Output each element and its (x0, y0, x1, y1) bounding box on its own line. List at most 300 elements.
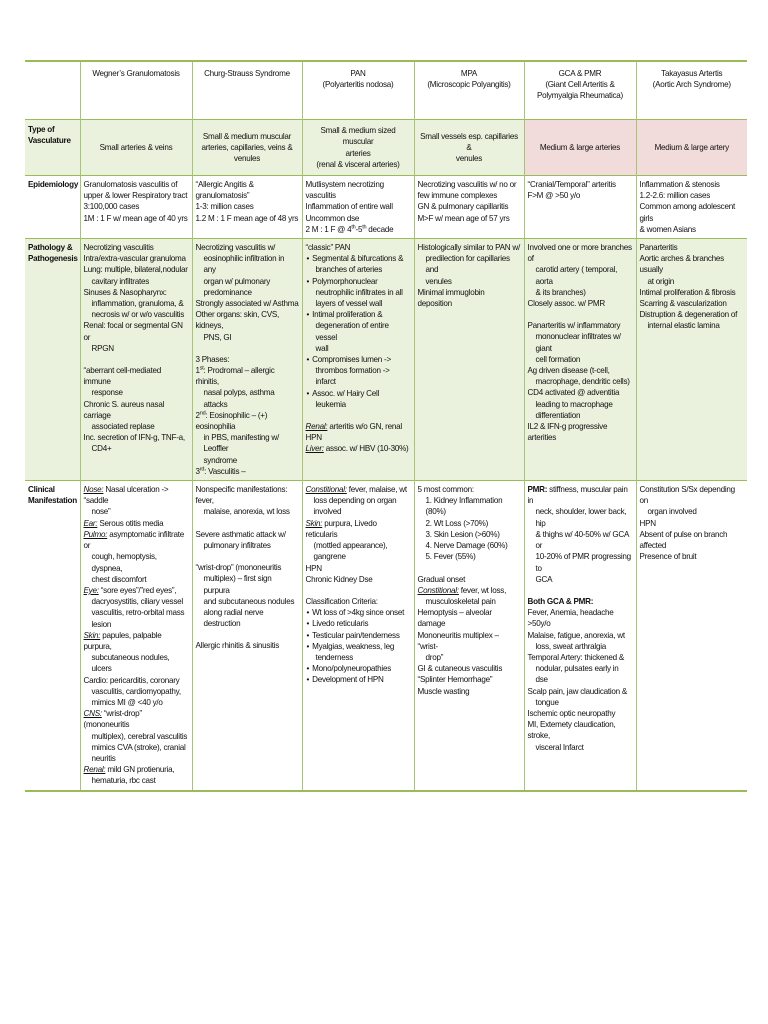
text-line (306, 495, 411, 506)
text-line (84, 399, 189, 421)
phase-text: : Prodromal – allergic rhinitis, (195, 366, 275, 387)
text-line (196, 354, 299, 365)
text-line (640, 298, 745, 309)
text-line (528, 354, 633, 365)
text-line: & women Asians (639, 224, 696, 234)
line-text: “Splinter Hemorrhage” (417, 675, 493, 685)
bullet-icon: • (306, 664, 310, 674)
text-line (528, 697, 633, 708)
bullet-text: Segmental & bifurcations & (312, 254, 404, 264)
line-text: mild GN protienuria, (105, 765, 175, 775)
line-text: loss depending on organ (313, 496, 397, 506)
epidemiology-pan-ratio (306, 224, 411, 235)
clinical-wegeners (80, 481, 192, 791)
pan-clinical-bullets (306, 607, 411, 685)
text-line (306, 551, 411, 562)
pan-liver (306, 443, 411, 454)
text-line (196, 332, 299, 343)
text-line (196, 607, 299, 629)
line-text: associated replase (91, 422, 155, 432)
bullet-item (306, 309, 411, 354)
line-text: MI, Extemety claudication, stroke, (527, 720, 616, 741)
line-text: Intimal proliferation & fibrosis (639, 287, 736, 297)
line-text: visceral Infarct (535, 742, 584, 752)
line-text: Distruption & degeneration of (639, 310, 738, 320)
text-line (84, 264, 189, 275)
line-text: vasculitis, cardiomyopathy, (91, 686, 181, 696)
header-churg-strauss-text: Churg-Strauss Syndrome (204, 69, 290, 78)
bullet-icon: • (306, 276, 310, 286)
text-line (84, 775, 189, 786)
text-line (196, 506, 299, 517)
line-text: purpura, Livedo reticularis (305, 518, 377, 539)
text-line (640, 253, 745, 275)
text-line (528, 551, 633, 573)
line-text: Closely assoc. w/ PMR (527, 299, 606, 309)
spacer (418, 563, 521, 574)
row-pathology (25, 239, 747, 481)
text-line (528, 574, 633, 585)
phase-line (196, 410, 299, 432)
line-text: vasculitis, retro-orbital mass (91, 608, 185, 618)
line-text: response (91, 388, 123, 398)
line-text: lesion (91, 619, 112, 629)
inline-label: Skin: (83, 630, 101, 640)
bullet-text: Myalgias, weakness, leg (312, 641, 395, 651)
spacer (196, 629, 299, 640)
line-text: Necrotizing vasculitis w/ (195, 243, 276, 253)
text-line: 1.2 M : 1 F mean age of 48 yrs (195, 213, 299, 223)
line-text: RPGN (91, 343, 114, 353)
phase-sup: nd (199, 410, 206, 417)
text-line (306, 506, 411, 517)
text-line (418, 686, 521, 697)
line-text: CD4+ (91, 444, 112, 454)
pan-classic: “classic” PAN (305, 243, 351, 253)
line-text: Scarring & vascularization (639, 299, 727, 309)
bullet-icon: • (306, 619, 310, 629)
phase-continuation: nasal polyps, asthma attacks (203, 388, 275, 409)
bullet-icon: • (306, 608, 310, 618)
line-text: fever, wt loss, (458, 585, 507, 595)
row-label-vasculature-text: Type of Vasculature (28, 125, 71, 146)
phase-line (196, 466, 299, 477)
numbered-item: 2. Wt Loss (>70%) (425, 518, 489, 528)
line-text: differentiation (535, 410, 581, 420)
text-line (196, 298, 299, 309)
text-line (528, 719, 633, 741)
bullet-line (306, 663, 411, 674)
text-line (418, 663, 521, 674)
vasculature-pan (302, 120, 414, 176)
clinical-churg-strauss (192, 481, 302, 791)
row-clinical (25, 481, 747, 791)
bullet-text: Livedo reticularis (312, 619, 369, 629)
line-text: dacryosystitis, ciliary vessel (91, 597, 183, 607)
text-line (528, 331, 633, 353)
header-wegeners (80, 61, 192, 120)
text-line: Uncommon dse (305, 213, 360, 223)
text-line: granulomatosis” (195, 191, 250, 201)
bullet-icon: • (306, 675, 310, 685)
text-line (528, 708, 633, 719)
vasculature-wegeners-text: Small arteries & veins (99, 142, 173, 152)
spacer (196, 343, 299, 354)
header-pan-text: PAN (Polyarteritis nodosa) (322, 69, 394, 90)
text-line (84, 387, 189, 398)
pan-ratio-post: decade (366, 224, 394, 234)
spacer (196, 518, 299, 529)
line-text: Serous otitis media (97, 518, 164, 528)
line-text: pulmonary infiltrates (203, 540, 271, 550)
text-line (640, 276, 745, 287)
line-text: GI & cutaneous vasculitis (417, 664, 503, 674)
text-line (528, 298, 633, 309)
text-line (84, 551, 189, 573)
line-text: (mottled appearance), (313, 541, 388, 551)
bullet-icon: • (306, 641, 310, 651)
header-row (25, 61, 747, 120)
text-line: GN & pulmonary capillaritis (417, 202, 509, 212)
bullet-line (306, 630, 411, 641)
text-line (640, 540, 745, 551)
text-line (640, 484, 745, 506)
text-line (528, 641, 633, 652)
bullet-line (306, 618, 411, 629)
line-text: Lung: multiple, bilateral,nodular (83, 265, 188, 275)
text-line (84, 276, 189, 287)
text-line (84, 287, 189, 298)
line-text: eosinophilic infiltration in any (203, 254, 285, 275)
bullet-icon: • (306, 388, 310, 398)
line-text: neck, shoulder, lower back, hip (535, 507, 627, 528)
numbered-item: 1. Kidney Inflammation (80%) (425, 496, 503, 517)
text-line (84, 607, 189, 618)
text-line (84, 619, 189, 630)
bullet-item (306, 674, 411, 685)
text-line: 3:100,000 cases (83, 202, 140, 212)
line-text: Muscle wasting (417, 686, 470, 696)
text-line (196, 562, 299, 573)
line-text: multiplex), cerebral vasculitis (91, 731, 188, 741)
text-line: Common among adolescent girls (639, 202, 735, 223)
epidemiology-churg-strauss (192, 176, 302, 239)
inline-label: Constitional: (417, 585, 459, 595)
text-line (196, 484, 299, 506)
mpa-intro: 5 most common: (417, 485, 474, 495)
phase-text: : Eosinophilic – (+) eosinophilia (195, 410, 268, 432)
text-line (84, 686, 189, 697)
line-text: PNS, GI (203, 332, 232, 342)
text-line (196, 540, 299, 551)
header-gca-pmr (524, 61, 636, 120)
text-line (84, 320, 189, 342)
line-text: Chronic Kidney Dse (305, 574, 373, 584)
header-takayasu-text: Takayasus Artertis (Aortic Arch Syndrome) (652, 69, 731, 90)
pathology-css-lines (196, 242, 299, 365)
line-text: malaise, anorexia, wt loss (203, 507, 290, 517)
line-text: Other organs: skin, CVS, kidneys, (195, 310, 280, 331)
line-text: Ag driven disease (t-cell, (527, 366, 610, 376)
line-text: “aberrant cell-mediated immune (83, 366, 161, 387)
line-text: Constitution S/Sx depending on (639, 485, 735, 506)
line-text: chest discomfort (91, 574, 147, 584)
line-text: Inc. secretion of IFN-g, TNF-a, (83, 433, 185, 443)
bullet-item (306, 354, 411, 388)
pan-ratio-pre: 2 M : 1 F @ 4 (305, 224, 352, 234)
row-label-pathology-text: Pathology & Pathogenesis (28, 243, 78, 264)
inline-bold-label: PMR: (527, 485, 548, 495)
bullet-text: Assoc. w/ Hairy Cell leukemia (312, 388, 380, 409)
header-pan (302, 61, 414, 120)
text-line (84, 484, 189, 506)
text-line (528, 663, 633, 685)
vasculature-churg-strauss-text: Small & medium muscular arteries, capillaries, veins & venules (201, 131, 293, 164)
text-line: 1-3: million cases (195, 202, 254, 212)
line-text: mimics CVA (stroke), cranial (91, 742, 186, 752)
bullet-icon: • (306, 630, 310, 640)
text-line (528, 506, 633, 528)
bullet-text: Intimal proliferation & (312, 310, 383, 320)
header-mpa-text: MPA (Microscopic Polyangitis) (427, 69, 511, 90)
line-text: necrosis w/ or w/o vasculitis (91, 310, 185, 320)
line-text: Absent of pulse on branch (639, 529, 728, 539)
bullet-line (306, 607, 411, 618)
text-line (306, 574, 411, 585)
text-line (196, 309, 299, 331)
line-text: IL2 & IFN-g progressive arterities (527, 422, 608, 443)
text-line (418, 607, 521, 629)
phase-continuation: in PBS, manifesting w/ Leoffler syndrome (203, 433, 279, 465)
numbered-item: 3. Skin Lesion (>60%) (425, 529, 500, 539)
text-line (84, 697, 189, 708)
mpa-path-4: Minimal immuglobin deposition (417, 287, 485, 309)
inline-label: Renal: (83, 765, 106, 775)
text-line (84, 506, 189, 517)
bullet-icon: • (306, 355, 310, 365)
line-text: Hemoptysis – alveolar damage (417, 608, 492, 629)
text-line (84, 652, 189, 674)
text-line (306, 540, 411, 551)
inline-label: Nose: (83, 485, 104, 495)
row-label-clinical-text: Clinical Manifestation (28, 485, 77, 506)
text-line (84, 596, 189, 607)
text-line: few immune complexes (417, 191, 498, 201)
spacer (306, 585, 411, 596)
text-line (196, 573, 299, 595)
line-text: Presence of bruit (639, 552, 697, 562)
pan-clinical-lines (306, 484, 411, 607)
vasculature-wegeners (80, 120, 192, 176)
spacer (196, 551, 299, 562)
text-line (418, 652, 521, 663)
row-label-pathology (25, 239, 80, 481)
text-line: upper & lower Respiratory tract (83, 191, 188, 201)
inline-bold-label: Both GCA & PMR: (527, 596, 594, 606)
pathology-gca-pmr (524, 239, 636, 481)
pan-pathology-bullets (306, 253, 411, 410)
line-text: HPN (305, 563, 322, 573)
line-text: Nonspecific manifestations: fever, (195, 485, 288, 506)
text-line (84, 529, 189, 551)
bullet-line (306, 652, 411, 663)
bullet-text: Compromises lumen -> (312, 355, 391, 365)
text-line: Necrotizing vasculitis w/ no or (417, 180, 517, 189)
mpa-path-1: Histologically similar to PAN w/ (417, 243, 520, 253)
text-line (84, 742, 189, 753)
text-line (84, 753, 189, 764)
line-text: neuritis (91, 753, 116, 763)
epidemiology-takayasu (636, 176, 747, 239)
bullet-line (306, 298, 411, 309)
text-line (196, 287, 299, 298)
bullet-item (306, 641, 411, 663)
line-text: subcutaneous nodules, ulcers (91, 653, 170, 674)
spacer (528, 585, 633, 596)
vasculature-mpa (414, 120, 524, 176)
header-takayasu (636, 61, 747, 120)
vasculature-pan-text: Small & medium sized muscular arteries (renal & visceral arteries) (316, 126, 400, 169)
phase-number: 3 (195, 466, 200, 476)
line-text: HPN (639, 518, 656, 528)
text-line (196, 640, 299, 651)
bullet-line (306, 287, 411, 298)
text-line (640, 309, 745, 320)
phase-sup: st (199, 365, 204, 372)
text-line (84, 443, 189, 454)
bullet-text: Wt loss of >4kg since onset (312, 608, 405, 618)
line-text: Allergic rhinitis & sinusitis (195, 641, 280, 651)
inline-label: CNS: (83, 709, 102, 719)
header-mpa (414, 61, 524, 120)
line-text: gangrene (313, 552, 346, 562)
line-text: cough, hemoptysis, dyspnea, (91, 552, 157, 573)
bullet-text: Mono/polyneuropathies (312, 664, 391, 674)
epidemiology-mpa (414, 176, 524, 239)
line-text: Mononeuritis multiplex – “wrist- (417, 630, 499, 651)
line-text: involved (313, 507, 342, 517)
header-blank (25, 61, 80, 120)
bullet-text: wall (315, 343, 329, 353)
row-label-clinical (25, 481, 80, 791)
text-line (528, 596, 633, 607)
text-line (528, 484, 633, 506)
line-text: Ischemic optic neuropathy (527, 708, 616, 718)
line-text: nose” (91, 507, 111, 517)
phase-line (196, 365, 299, 387)
text-line (528, 630, 633, 641)
bullet-item (306, 276, 411, 310)
text-line (84, 585, 189, 596)
text-line: “Allergic Angitis & (195, 180, 254, 189)
numbered-item: 5. Fever (55%) (425, 552, 476, 562)
line-text: musculoskeletal pain (425, 596, 496, 606)
text-line (306, 596, 411, 607)
header-churg-strauss (192, 61, 302, 120)
text-line (528, 742, 633, 753)
vasculature-gca-pmr-text: Medium & large arteries (539, 142, 621, 152)
line-text: macrophage, dendritic cells) (535, 377, 630, 387)
epidemiology-wegeners (80, 176, 192, 239)
pathology-wegeners (80, 239, 192, 481)
text-line (84, 309, 189, 320)
pathology-mpa (414, 239, 524, 481)
line-text: & its branches) (535, 287, 586, 297)
line-text: at origin (647, 276, 675, 286)
line-text: Renal: focal or segmental GN or (83, 321, 183, 342)
line-text: mimics MI @ <40 y/o (91, 697, 163, 707)
line-text: Panarteritis (639, 243, 678, 253)
text-line (528, 652, 633, 663)
bullet-text: degeneration of entire vessel (315, 321, 389, 342)
line-text: Nasal ulceration -> “saddle (83, 485, 169, 506)
bullet-line (306, 320, 411, 342)
vasculature-churg-strauss (192, 120, 302, 176)
mpa-path-2: predilection for capillaries and (425, 254, 510, 275)
text-line (196, 529, 299, 540)
bullet-icon: • (306, 310, 310, 320)
pan-renal (306, 421, 411, 443)
text-line (196, 276, 299, 287)
line-text: 10-20% of PMR progressing to (535, 552, 631, 573)
text-line: Inflammation & stenosis (639, 180, 720, 189)
spacer (528, 309, 633, 320)
clinical-gca-pmr (524, 481, 636, 791)
bullet-text: tenderness (315, 652, 354, 662)
text-line (418, 630, 521, 652)
text-line (640, 551, 745, 562)
text-line (84, 574, 189, 585)
text-line (528, 264, 633, 286)
row-vasculature (25, 120, 747, 176)
vasculitis-comparison-table (25, 60, 747, 792)
mpa-numbered (418, 495, 521, 562)
text-line (196, 253, 299, 275)
line-text: multiplex) – first sign purpura (203, 574, 272, 595)
line-text: stiffness, muscular pain in (527, 485, 628, 506)
text-line (528, 387, 633, 398)
line-text: 3 Phases: (195, 354, 230, 364)
inline-label: Skin: (305, 518, 323, 528)
line-text: Necrotizing vasculitis (83, 243, 154, 253)
text-line (84, 421, 189, 432)
text-line (84, 708, 189, 730)
header-gca-pmr-text: GCA & PMR (Giant Cell Arteritis & Polymyalgia Rheumatica) (536, 69, 624, 101)
text-line (418, 585, 521, 596)
line-text: internal elastic lamina (647, 321, 720, 331)
row-label-vasculature (25, 120, 80, 176)
line-text: Scalp pain, jaw claudication & (527, 686, 628, 696)
line-text: inflammation, granuloma, & (91, 299, 184, 309)
text-line (528, 399, 633, 410)
bullet-text: Testicular pain/tenderness (312, 630, 400, 640)
line-text: Involved one or more branches of (527, 243, 632, 264)
text-line (84, 253, 189, 264)
text-line (306, 563, 411, 574)
clinical-pan (302, 481, 414, 791)
bullet-line (306, 309, 411, 320)
bullet-text: thrombos formation -> infarct (315, 366, 390, 387)
pathology-pan (302, 239, 414, 481)
text-line (640, 518, 745, 529)
vasculature-mpa-text: Small vessels esp. capillaries & venules (420, 131, 518, 164)
line-text: fever, malaise, wt (346, 485, 407, 495)
line-text: mononuclear infiltrates w/ giant (535, 332, 621, 353)
bullet-item (306, 663, 411, 674)
bullet-line (306, 354, 411, 365)
line-text: predominance (203, 287, 252, 297)
line-text: “wrist-drop” (mononeuritis (83, 709, 142, 730)
